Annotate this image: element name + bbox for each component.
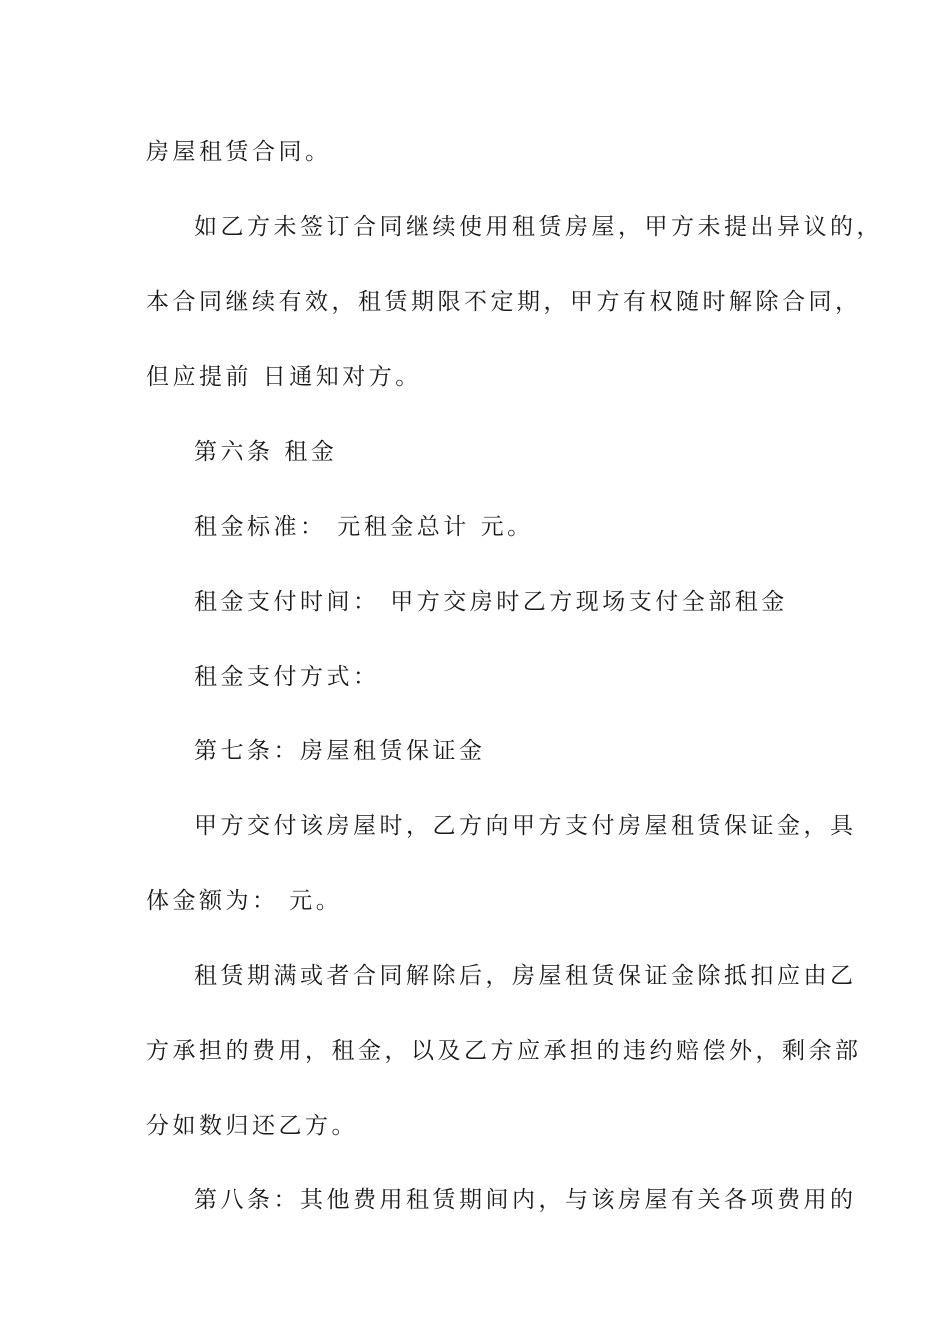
paragraph-line: 甲方交付该房屋时，乙方向甲方支付房屋租赁保证金，具	[194, 813, 857, 839]
paragraph-line: 房屋租赁合同。	[146, 139, 332, 165]
paragraph-line: 但应提前 日通知对方。	[146, 364, 422, 390]
paragraph-line: 租金标准： 元租金总计 元。	[194, 514, 534, 540]
paragraph-line: 分如数归还乙方。	[146, 1113, 358, 1139]
section-heading: 第八条：其他费用租赁期间内，与该房屋有关各项费用的	[194, 1187, 857, 1213]
paragraph-line: 体金额为： 元。	[146, 888, 343, 914]
paragraph-line: 租赁期满或者合同解除后，房屋租赁保证金除抵扣应由乙	[194, 963, 857, 989]
paragraph-line: 如乙方未签订合同继续使用租赁房屋，甲方未提出异议的，	[194, 214, 883, 240]
paragraph-line: 租金支付方式：	[194, 664, 380, 690]
section-heading: 第七条：房屋租赁保证金	[194, 738, 486, 764]
section-heading: 第六条 租金	[194, 439, 338, 465]
paragraph-line: 租金支付时间： 甲方交房时乙方现场支付全部租金	[194, 589, 788, 615]
paragraph-line: 本合同继续有效，租赁期限不定期，甲方有权随时解除合同，	[146, 289, 862, 315]
paragraph-line: 方承担的费用，租金，以及乙方应承担的违约赔偿外，剩余部	[146, 1038, 862, 1064]
